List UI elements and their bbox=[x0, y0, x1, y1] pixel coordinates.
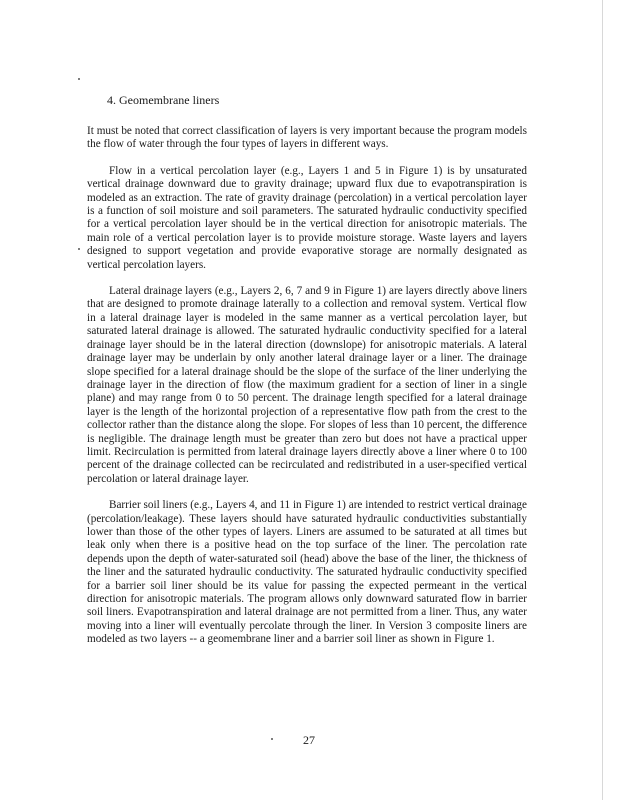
paragraph-barrier-soil-liners: Barrier soil liners (e.g., Layers 4, and 11 in Figure 1) are intended to restrict vertical drainage (percolation/leakage). These layers should have saturated hydraulic conductivities substantially lower than those of the other types of layers. Liners are assumed to be saturated at all times but leak only when there is a positive head on the top surface of the liner. The percolation rate depends upon the depth of water-saturated soil (head) above the base of the liner, the thickness of the liner and the saturated hydraulic conductivity. The saturated hydraulic conductivity specified for a barrier soil liner should be its value for passing the expected permeant in the vertical direction for anisotropic materials. The program allows only downward saturated flow in barrier soil liners. Evapotranspiration and lateral drainage are not permitted from a liner. Thus, any water moving into a liner will eventually percolate through the liner. In Version 3 composite liners are modeled as two layers -- a geomembrane liner and a barrier soil liner as shown in Figure 1. bbox=[87, 499, 527, 646]
paragraph-vertical-percolation: Flow in a vertical percolation layer (e.g., Layers 1 and 5 in Figure 1) is by unsaturated vertical drainage downward due to gravity drainage; upward flux due to evapotranspiration is modeled as an extraction. The rate of gravity drainage (percolation) in a vertical percolation layer is a function of soil moisture and soil parameters. The saturated hydraulic conductivity specified for a vertical percolation layer should be in the vertical direction for anisotropic materials. The main role of a vertical percolation layer is to provide moisture storage. Waste layers and layers designed to support vegetation and provide evaporative storage are normally designated as vertical percolation layers. bbox=[87, 164, 527, 271]
section-heading: 4. Geomembrane liners bbox=[107, 93, 220, 107]
paragraph-intro: It must be noted that correct classification of layers is very important because the program models the flow of water through the four types of layers in different ways. bbox=[87, 125, 527, 151]
scan-speck bbox=[78, 78, 80, 80]
scan-speck bbox=[78, 248, 80, 250]
page-body bbox=[87, 93, 527, 660]
scan-edge bbox=[602, 0, 603, 800]
page-number: 27 bbox=[303, 733, 315, 747]
paragraph-lateral-drainage: Lateral drainage layers (e.g., Layers 2, 6, 7 and 9 in Figure 1) are layers directly above liners that are designed to promote drainage laterally to a collection and removal system. Vertical flow in a lateral drainage layer is modeled in the same manner as a vertical percolation layer, but saturated lateral drainage is allowed. The saturated hydraulic conductivity specified for a lateral drainage layer should be in the lateral direction (downslope) for anisotropic materials. A lateral drainage layer may be underlain by only another lateral drainage layer or a liner. The drainage slope specified for a lateral drainage should be the slope of the surface of the liner underlying the drainage layer in the direction of flow (the maximum gradient for a section of liner in a single plane) and may range from 0 to 50 percent. The drainage length specified for a lateral drainage layer is the length of the horizontal projection of a representative flow path from the crest to the collector rather than the distance along the slope. For slopes of less than 10 percent, the difference is negligible. The drainage length must be greater than zero but does not have a practical upper limit. Recirculation is permitted from lateral drainage layers directly above a liner where 0 to 100 percent of the drainage collected can be recirculated and redistributed in a user-specified vertical percolation or lateral drainage layer. bbox=[87, 285, 527, 485]
